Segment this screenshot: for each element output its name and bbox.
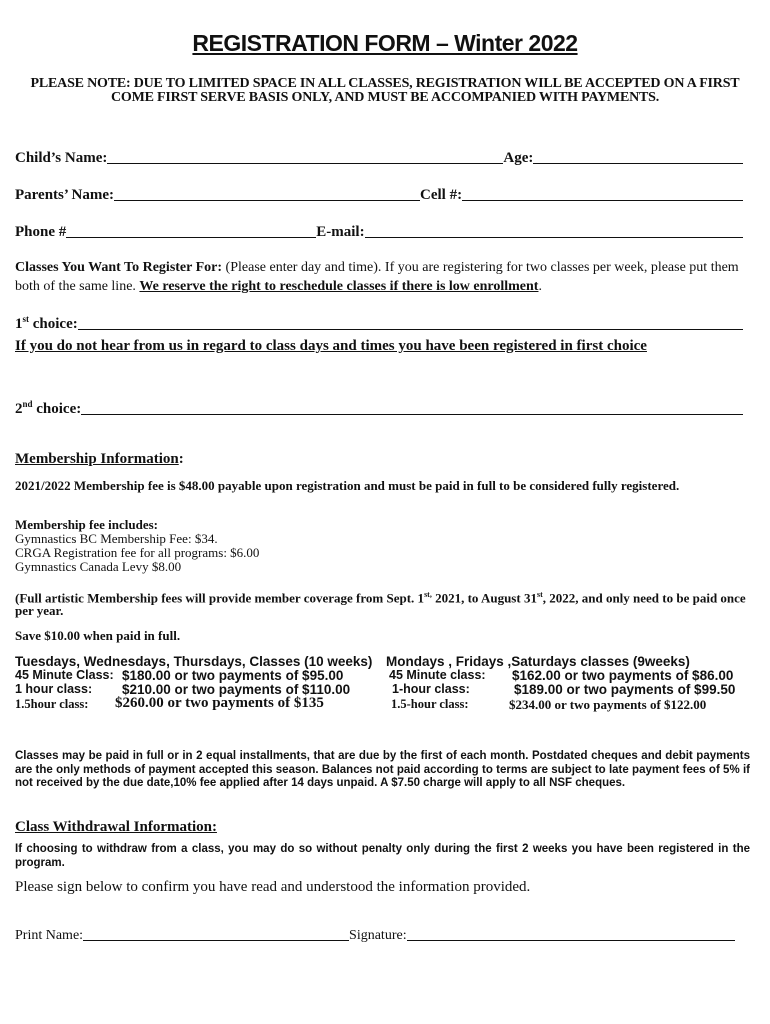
age-label: Age: <box>503 150 534 166</box>
first-choice-text: choice: <box>29 316 78 332</box>
membership-heading <box>15 451 750 468</box>
second-choice-num: 2 <box>15 401 23 417</box>
coverage-note <box>15 588 750 617</box>
signature-label: Signature: <box>349 928 407 943</box>
right-fee-label: 1.5-hour class: <box>391 697 469 711</box>
right-fee-price: $234.00 or two payments of $122.00 <box>509 697 707 712</box>
includes-item: Gymnastics Canada Levy $8.00 <box>15 559 182 574</box>
right-fee-price: $189.00 or two payments of $99.50 <box>514 682 736 697</box>
includes-item: Gymnastics BC Membership Fee: $34. <box>15 531 218 546</box>
form-title: REGISTRATION FORM – Winter 2022 <box>192 30 578 56</box>
not-hear-note: If you do not hear from us in regard to class days and times you have been registered in first choice <box>15 338 647 354</box>
second-choice-text: choice: <box>32 401 82 417</box>
left-fee-price: $260.00 or two payments of $135 <box>115 695 324 711</box>
confirm-statement: Please sign below to confirm you have read and understood the information provided. <box>15 879 531 895</box>
membership-fee-statement: 2021/2022 Membership fee is $48.00 payable upon registration and must be paid in full to be considered fully registered. <box>15 478 680 493</box>
second-choice-sup: nd <box>22 399 33 409</box>
registration-notice: PLEASE NOTE: DUE TO LIMITED SPACE IN ALL CLASSES, REGISTRATION WILL BE ACCEPTED ON A FIRST COME FIRST SERVE BASIS ONLY, AND MUST BE ACCOMPANIED WITH PAYMENTS. <box>30 76 740 105</box>
reserve-note: We reserve the right to reschedule classes if there is low enrollment <box>139 279 539 294</box>
print-name-field[interactable] <box>83 926 349 941</box>
left-fee-label: 1 hour class: <box>15 682 93 696</box>
classes-label: Classes You Want To Register For: <box>15 260 223 275</box>
left-fee-heading: Tuesdays, Wednesdays, Thursdays, Classes (10 weeks) <box>15 654 373 669</box>
right-fee-heading: Mondays , Fridays ,Saturdays classes (9weeks) <box>386 654 690 669</box>
phone-email-row <box>15 221 743 241</box>
membership-colon: : <box>178 451 184 467</box>
child-age-row <box>15 147 743 167</box>
first-choice-num: 1 <box>15 316 23 332</box>
second-choice-field[interactable] <box>81 400 743 415</box>
classes-instructions-text: (Please enter day and time). If you are registering for two classes per week, please put them both of the same line. <box>15 260 739 294</box>
signature-row <box>15 924 735 944</box>
coverage-text: , 2022, and only need to be paid once per year. <box>15 590 746 619</box>
child-name-field[interactable] <box>107 149 503 164</box>
save-note: Save $10.00 when paid in full. <box>15 628 181 643</box>
includes-heading: Membership fee includes: <box>15 517 158 532</box>
second-choice-row <box>15 398 743 418</box>
signature-field[interactable] <box>407 926 735 941</box>
coverage-text: (Full artistic Membership fees will provide member coverage from Sept. 1 <box>15 590 425 606</box>
membership-includes <box>15 518 750 574</box>
email-label: E-mail: <box>316 224 365 240</box>
withdrawal-heading: Class Withdrawal Information: <box>15 819 217 835</box>
classes-instructions <box>15 258 750 296</box>
fee-schedule <box>15 654 760 714</box>
cell-field[interactable] <box>462 186 743 201</box>
child-name-label: Child’s Name: <box>15 150 108 166</box>
withdrawal-text: If choosing to withdraw from a class, you may do so without penalty only during the first 2 weeks you have been registered in the program. <box>15 843 750 869</box>
payment-terms: Classes may be paid in full or in 2 equal installments, that are due by the first of each month. Postdated cheques and debit payments are the only methods of payment accepted this season. Balances not paid according to terms are subject to late payment fees of 5% if not received by the due date,10% fee applied after 14 days unpaid. A $7.50 charge will apply to all NSF cheques. <box>15 750 750 789</box>
age-field[interactable] <box>533 149 743 164</box>
left-fee-label: 45 Minute Class: <box>15 668 114 682</box>
parents-cell-row <box>15 184 743 204</box>
period: . <box>538 279 542 294</box>
cell-label: Cell #: <box>420 187 463 203</box>
coverage-text: 2021, to August 31 <box>431 590 537 606</box>
left-fee-label: 1.5hour class: <box>15 697 89 711</box>
right-fee-label: 1-hour class: <box>392 682 470 696</box>
phone-label: Phone # <box>15 224 67 240</box>
membership-heading-text: Membership Information <box>15 451 179 467</box>
coverage-sup: st, <box>424 590 432 599</box>
first-choice-field[interactable] <box>78 315 743 330</box>
right-fee-price: $162.00 or two payments of $86.00 <box>512 668 734 683</box>
right-fee-label: 45 Minute class: <box>389 668 486 682</box>
first-choice-row <box>15 313 743 333</box>
email-field[interactable] <box>365 223 743 238</box>
first-choice-sup: st <box>22 314 29 324</box>
parents-name-label: Parents’ Name: <box>15 187 114 203</box>
includes-item: CRGA Registration fee for all programs: $6.00 <box>15 545 260 560</box>
first-choice-label <box>15 314 78 333</box>
phone-field[interactable] <box>66 223 316 238</box>
left-fee-price: $180.00 or two payments of $95.00 <box>122 668 344 683</box>
coverage-sup: st <box>536 590 543 599</box>
parents-name-field[interactable] <box>114 186 420 201</box>
second-choice-label <box>15 399 81 418</box>
print-name-label: Print Name: <box>15 928 84 943</box>
left-fee-price: $210.00 or two payments of $110.00 <box>122 682 351 697</box>
